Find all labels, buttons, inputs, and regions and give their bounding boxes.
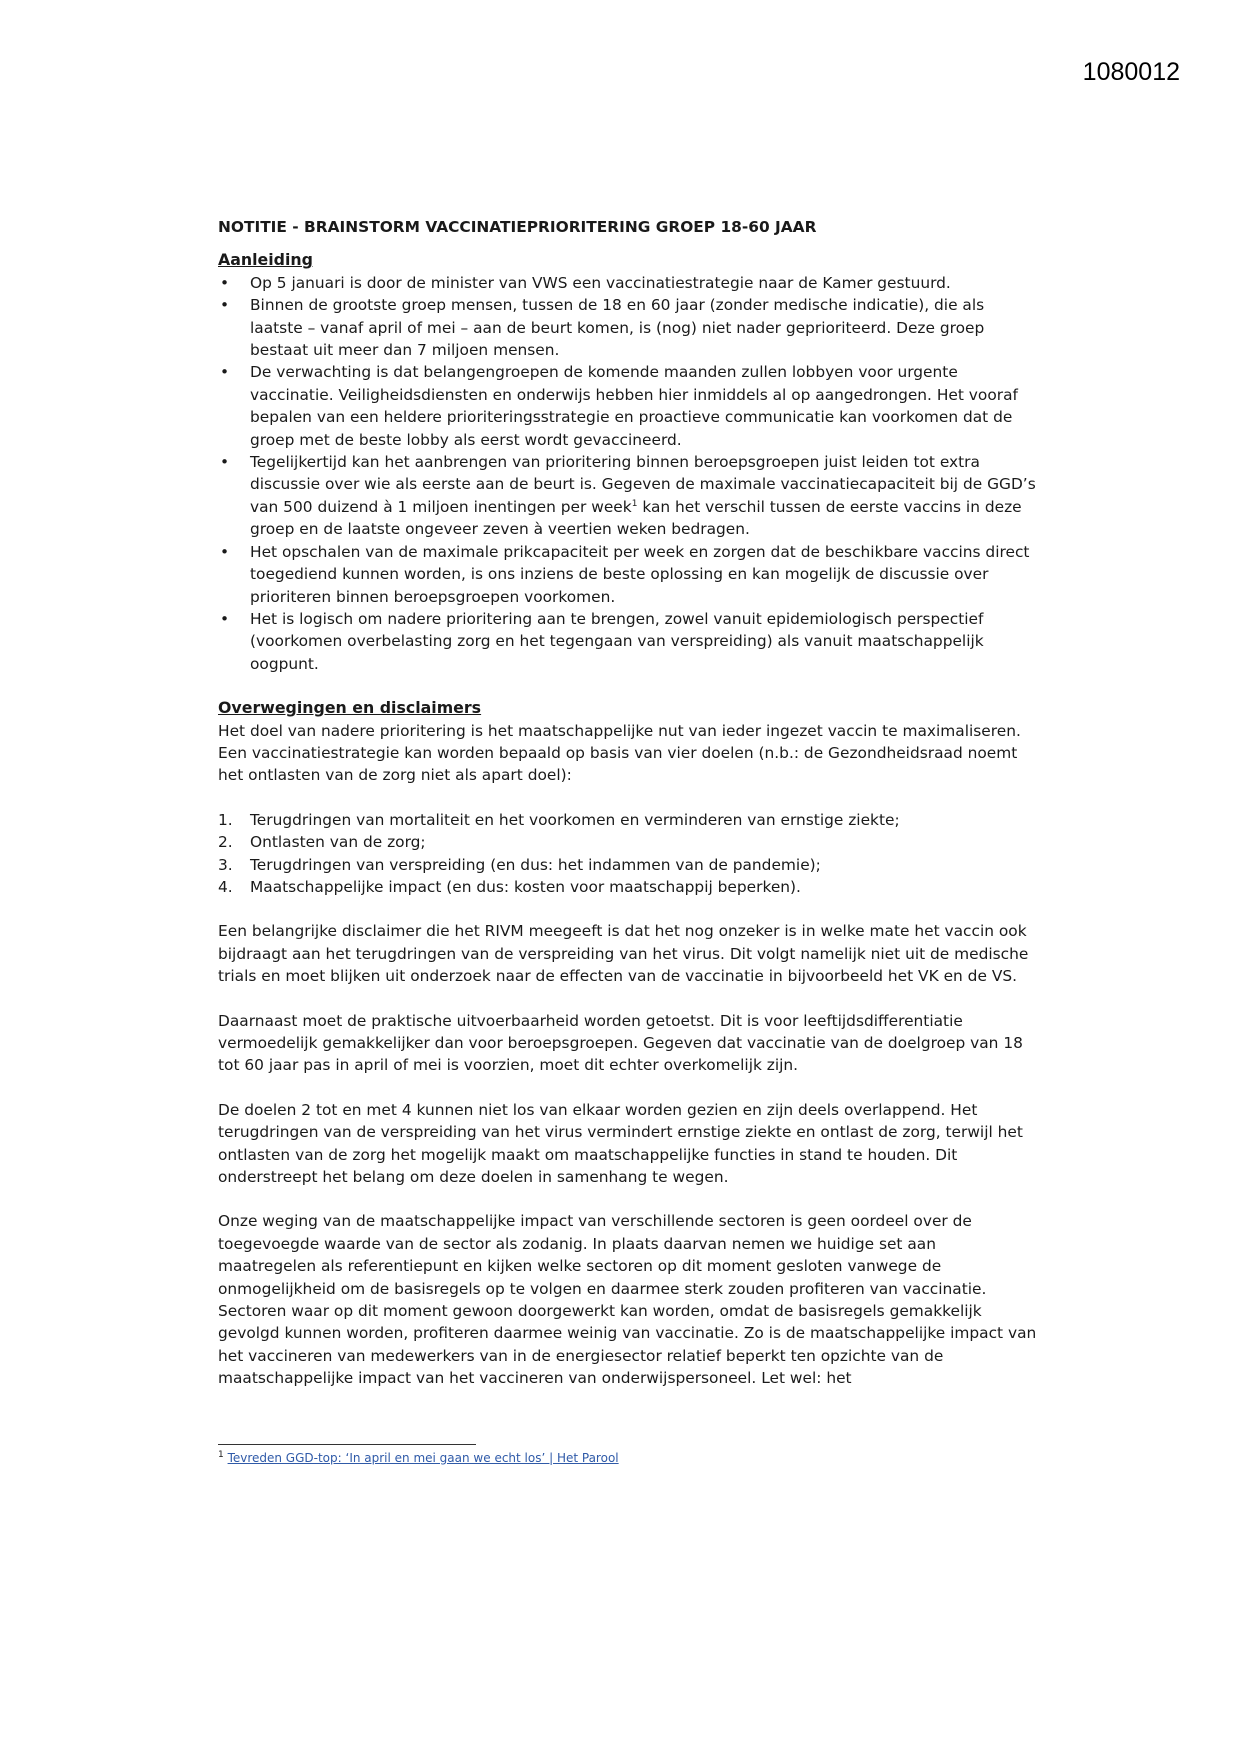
document-number: 1080012 [1082, 58, 1180, 86]
goal-text: Terugdringen van verspreiding (en dus: het indammen van de pandemie); [250, 855, 821, 874]
goal-text: Ontlasten van de zorg; [250, 833, 426, 852]
footnote-marker: 1 [218, 1450, 224, 1460]
goals-numbered-list [218, 809, 1038, 899]
document-title: NOTITIE - BRAINSTORM VACCINATIEPRIORITERING GROEP 18-60 JAAR [218, 218, 817, 236]
bullet-item: • Het is logisch om nadere prioritering aan te brengen, zowel vanuit epidemiologisch perspectief (voorkomen overbelasting zorg en het tegengaan van verspreiding) als vanuit maatschappelijk oogpunt. [218, 608, 1038, 675]
goal-item [218, 809, 1038, 831]
aanleiding-bullet-list [218, 272, 1038, 675]
goal-item [218, 831, 1038, 853]
section-heading-aanleiding: Aanleiding [218, 250, 313, 270]
section-overwegingen [218, 697, 1038, 1390]
goal-number: 2. [218, 833, 233, 852]
goal-item [218, 854, 1038, 876]
bullet-text: Tegelijkertijd kan het aanbrengen van prioritering binnen beroepsgroepen juist leiden tot extra discussie over wie als eerste aan de beurt is. Gegeven de maximale vaccinatiecapaciteit bij de GGD’s van 500 duizend à 1 miljoen inentingen per week [250, 453, 1036, 516]
bullet-item-with-footnote [218, 451, 1038, 541]
goal-text: Terugdringen van mortaliteit en het voorkomen en verminderen van ernstige ziekte; [250, 810, 900, 829]
goal-number: 4. [218, 877, 233, 896]
body-paragraph: Daarnaast moet de praktische uitvoerbaarheid worden getoetst. Dit is voor leeftijdsdifferentiatie vermoedelijk gemakkelijker dan voor beroepsgroepen. Gegeven dat vaccinatie van de doelgroep van 18 tot 60 jaar pas in april of mei is voorzien, moet dit echter overkomelijk zijn. [218, 1011, 1023, 1075]
bullet-text: kan het verschil tussen de eerste vaccins in deze groep en de laatste ongeveer zeven à veertien weken bedragen. [250, 497, 1022, 539]
footnote [218, 1450, 619, 1466]
section-intro-paragraph: Het doel van nadere prioritering is het maatschappelijke nut van ieder ingezet vaccin te maximaliseren. Een vaccinatiestrategie kan worden bepaald op basis van vier doelen (n.b.: de Gezondheidsraad noemt het ontlasten van de zorg niet als apart doel): [218, 721, 1021, 785]
bullet-item: • De verwachting is dat belangengroepen de komende maanden zullen lobbyen voor urgente vaccinatie. Veiligheidsdiensten en onderwijs hebben hier inmiddels al op aangedrongen. Het vooraf bepalen van een heldere prioriteringsstrategie en proactieve communicatie kan voorkomen dat de groep met de beste lobby als eerst wordt gevaccineerd. [218, 361, 1038, 451]
document-body [218, 216, 1038, 1390]
body-paragraph: Onze weging van de maatschappelijke impact van verschillende sectoren is geen oordeel over de toegevoegde waarde van de sector als zodanig. In plaats daarvan nemen we huidige set aan maatregelen als referentiepunt en kijken welke sectoren op dit moment gesloten vanwege de onmogelijkheid om de basisregels op te volgen en daarmee sterk zouden profiteren van vaccinatie. Sectoren waar op dit moment gewoon doorgewerkt kan worden, omdat de basisregels gemakkelijk gevolgd kunnen worden, profiteren daarmee weinig van vaccinatie. Zo is de maatschappelijke impact van het vaccineren van medewerkers van in de energiesector relatief beperkt ten opzichte van de maatschappelijke impact van het vaccineren van onderwijspersoneel. Let wel: het [218, 1212, 1037, 1388]
section-heading-overwegingen: Overwegingen en disclaimers [218, 698, 482, 718]
goal-number: 3. [218, 855, 233, 874]
bullet-item: • Het opschalen van de maximale prikcapaciteit per week en zorgen dat de beschikbare vaccins direct toegediend kunnen worden, is ons inziens de beste oplossing en kan mogelijk de discussie over prioriteren binnen beroepsgroepen voorkomen. [218, 541, 1038, 608]
goal-text: Maatschappelijke impact (en dus: kosten voor maatschappij beperken). [250, 877, 801, 896]
goal-item [218, 876, 1038, 898]
body-paragraph: Een belangrijke disclaimer die het RIVM meegeeft is dat het nog onzeker is in welke mate het vaccin ook bijdraagt aan het terugdringen van de verspreiding van het virus. Dit volgt namelijk niet uit de medische trials en moet blijken uit onderzoek naar de effecten van de vaccinatie in bijvoorbeeld het VK en de VS. [218, 922, 1029, 986]
footnote-reference[interactable]: 1 [631, 498, 638, 509]
footnote-link[interactable]: Tevreden GGD-top: ‘In april en mei gaan we echt los’ | Het Parool [227, 1451, 619, 1465]
goal-number: 1. [218, 810, 233, 829]
bullet-item: • Op 5 januari is door de minister van VWS een vaccinatiestrategie naar de Kamer gestuurd. [218, 272, 1038, 294]
body-paragraph: De doelen 2 tot en met 4 kunnen niet los van elkaar worden gezien en zijn deels overlappend. Het terugdringen van de verspreiding van het virus vermindert ernstige ziekte en ontlast de zorg, terwijl het ontlasten van de zorg het mogelijk maakt om maatschappelijke functies in stand te houden. Dit onderstreept het belang om deze doelen in samenhang te wegen. [218, 1100, 1023, 1187]
section-aanleiding [218, 249, 1038, 675]
footnote-divider [218, 1444, 476, 1445]
bullet-item: • Binnen de grootste groep mensen, tussen de 18 en 60 jaar (zonder medische indicatie), die als laatste – vanaf april of mei – aan de beurt komen, is (nog) niet nader geprioriteerd. Deze groep bestaat uit meer dan 7 miljoen mensen. [218, 294, 1038, 361]
